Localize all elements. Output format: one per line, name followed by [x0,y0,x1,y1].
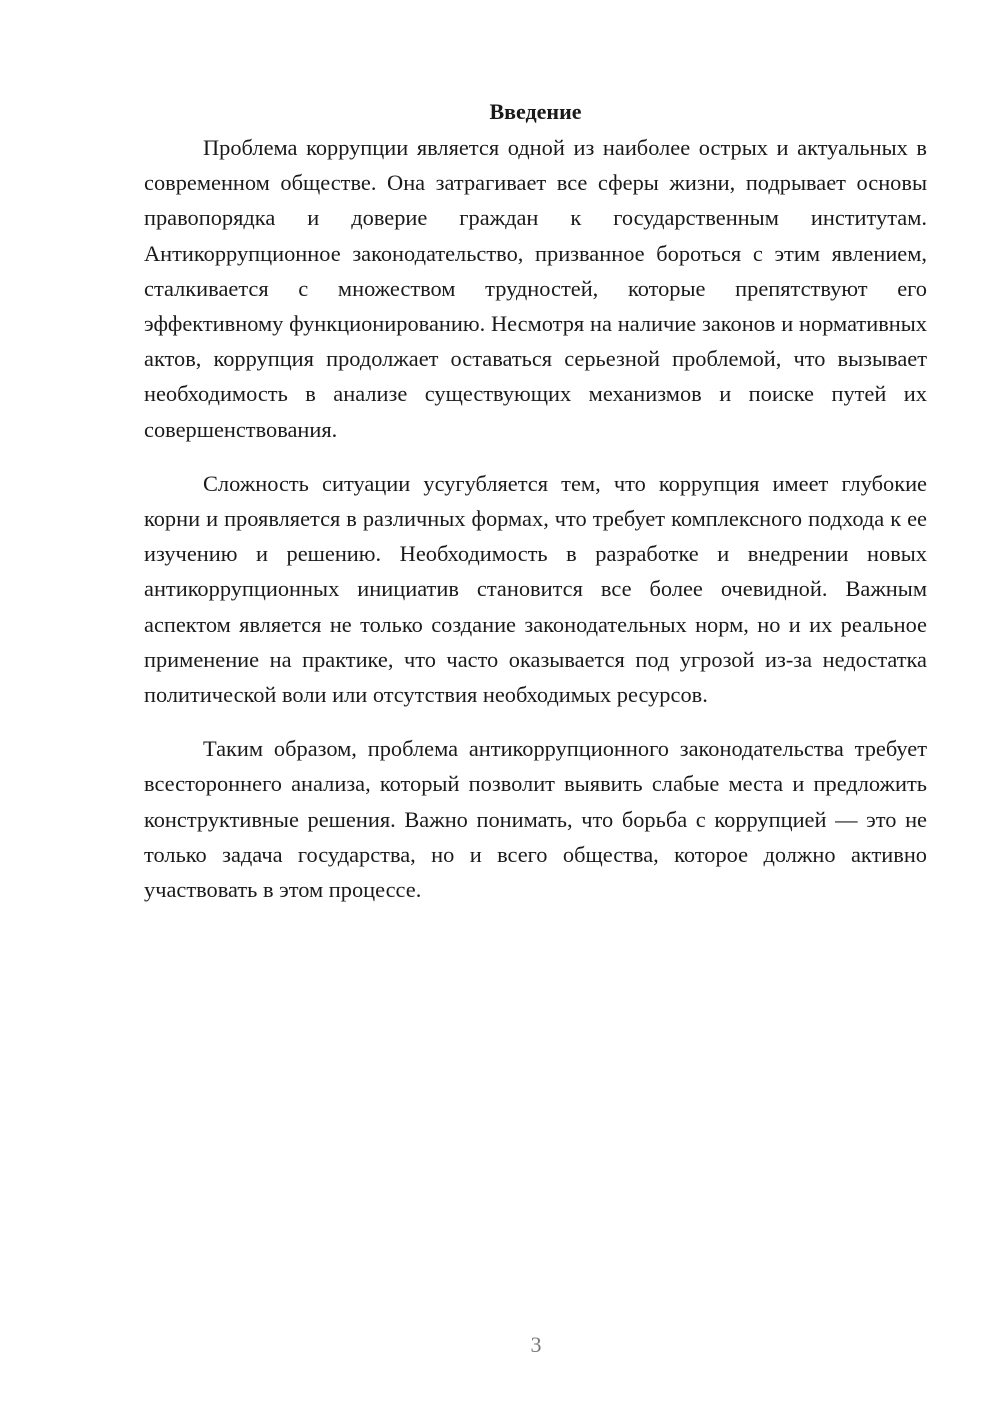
paragraph-1: Проблема коррупции является одной из наиболее острых и актуальных в современном обществе. Она затрагивает все сферы жизни, подрывает основы правопорядка и доверие граждан к государственным институтам. Антикоррупционное законодательство, призванное бороться с этим явлением, сталкивается с множеством трудностей, которые препятствуют его эффективному функционированию. Несмотря на наличие законов и нормативных актов, коррупция продолжает оставаться серьезной проблемой, что вызывает необходимость в анализе существующих механизмов и поиске путей их совершенствования. [144,135,927,442]
paragraph-2: Сложность ситуации усугубляется тем, что коррупция имеет глубокие корни и проявляется в различных формах, что требует комплексного подхода к ее изучению и решению. Необходимость в разработке и внедрении новых антикоррупционных инициатив становится все более очевидной. Важным аспектом является не только создание законодательных норм, но и их реальное применение на практике, что часто оказывается под угрозой из-за недостатка политической воли или отсутствия необходимых ресурсов. [144,470,927,708]
page-number: 3 [530,1332,542,1357]
page-body [144,96,927,907]
paragraph-3: Таким образом, проблема антикоррупционного законодательства требует всестороннего анализа, который позволит выявить слабые места и предложить конструктивные решения. Важно понимать, что борьба с коррупцией — это не только задача государства, но и всего общества, которое должно активно участвовать в этом процессе. [144,736,927,903]
section-heading: Введение [489,99,582,124]
